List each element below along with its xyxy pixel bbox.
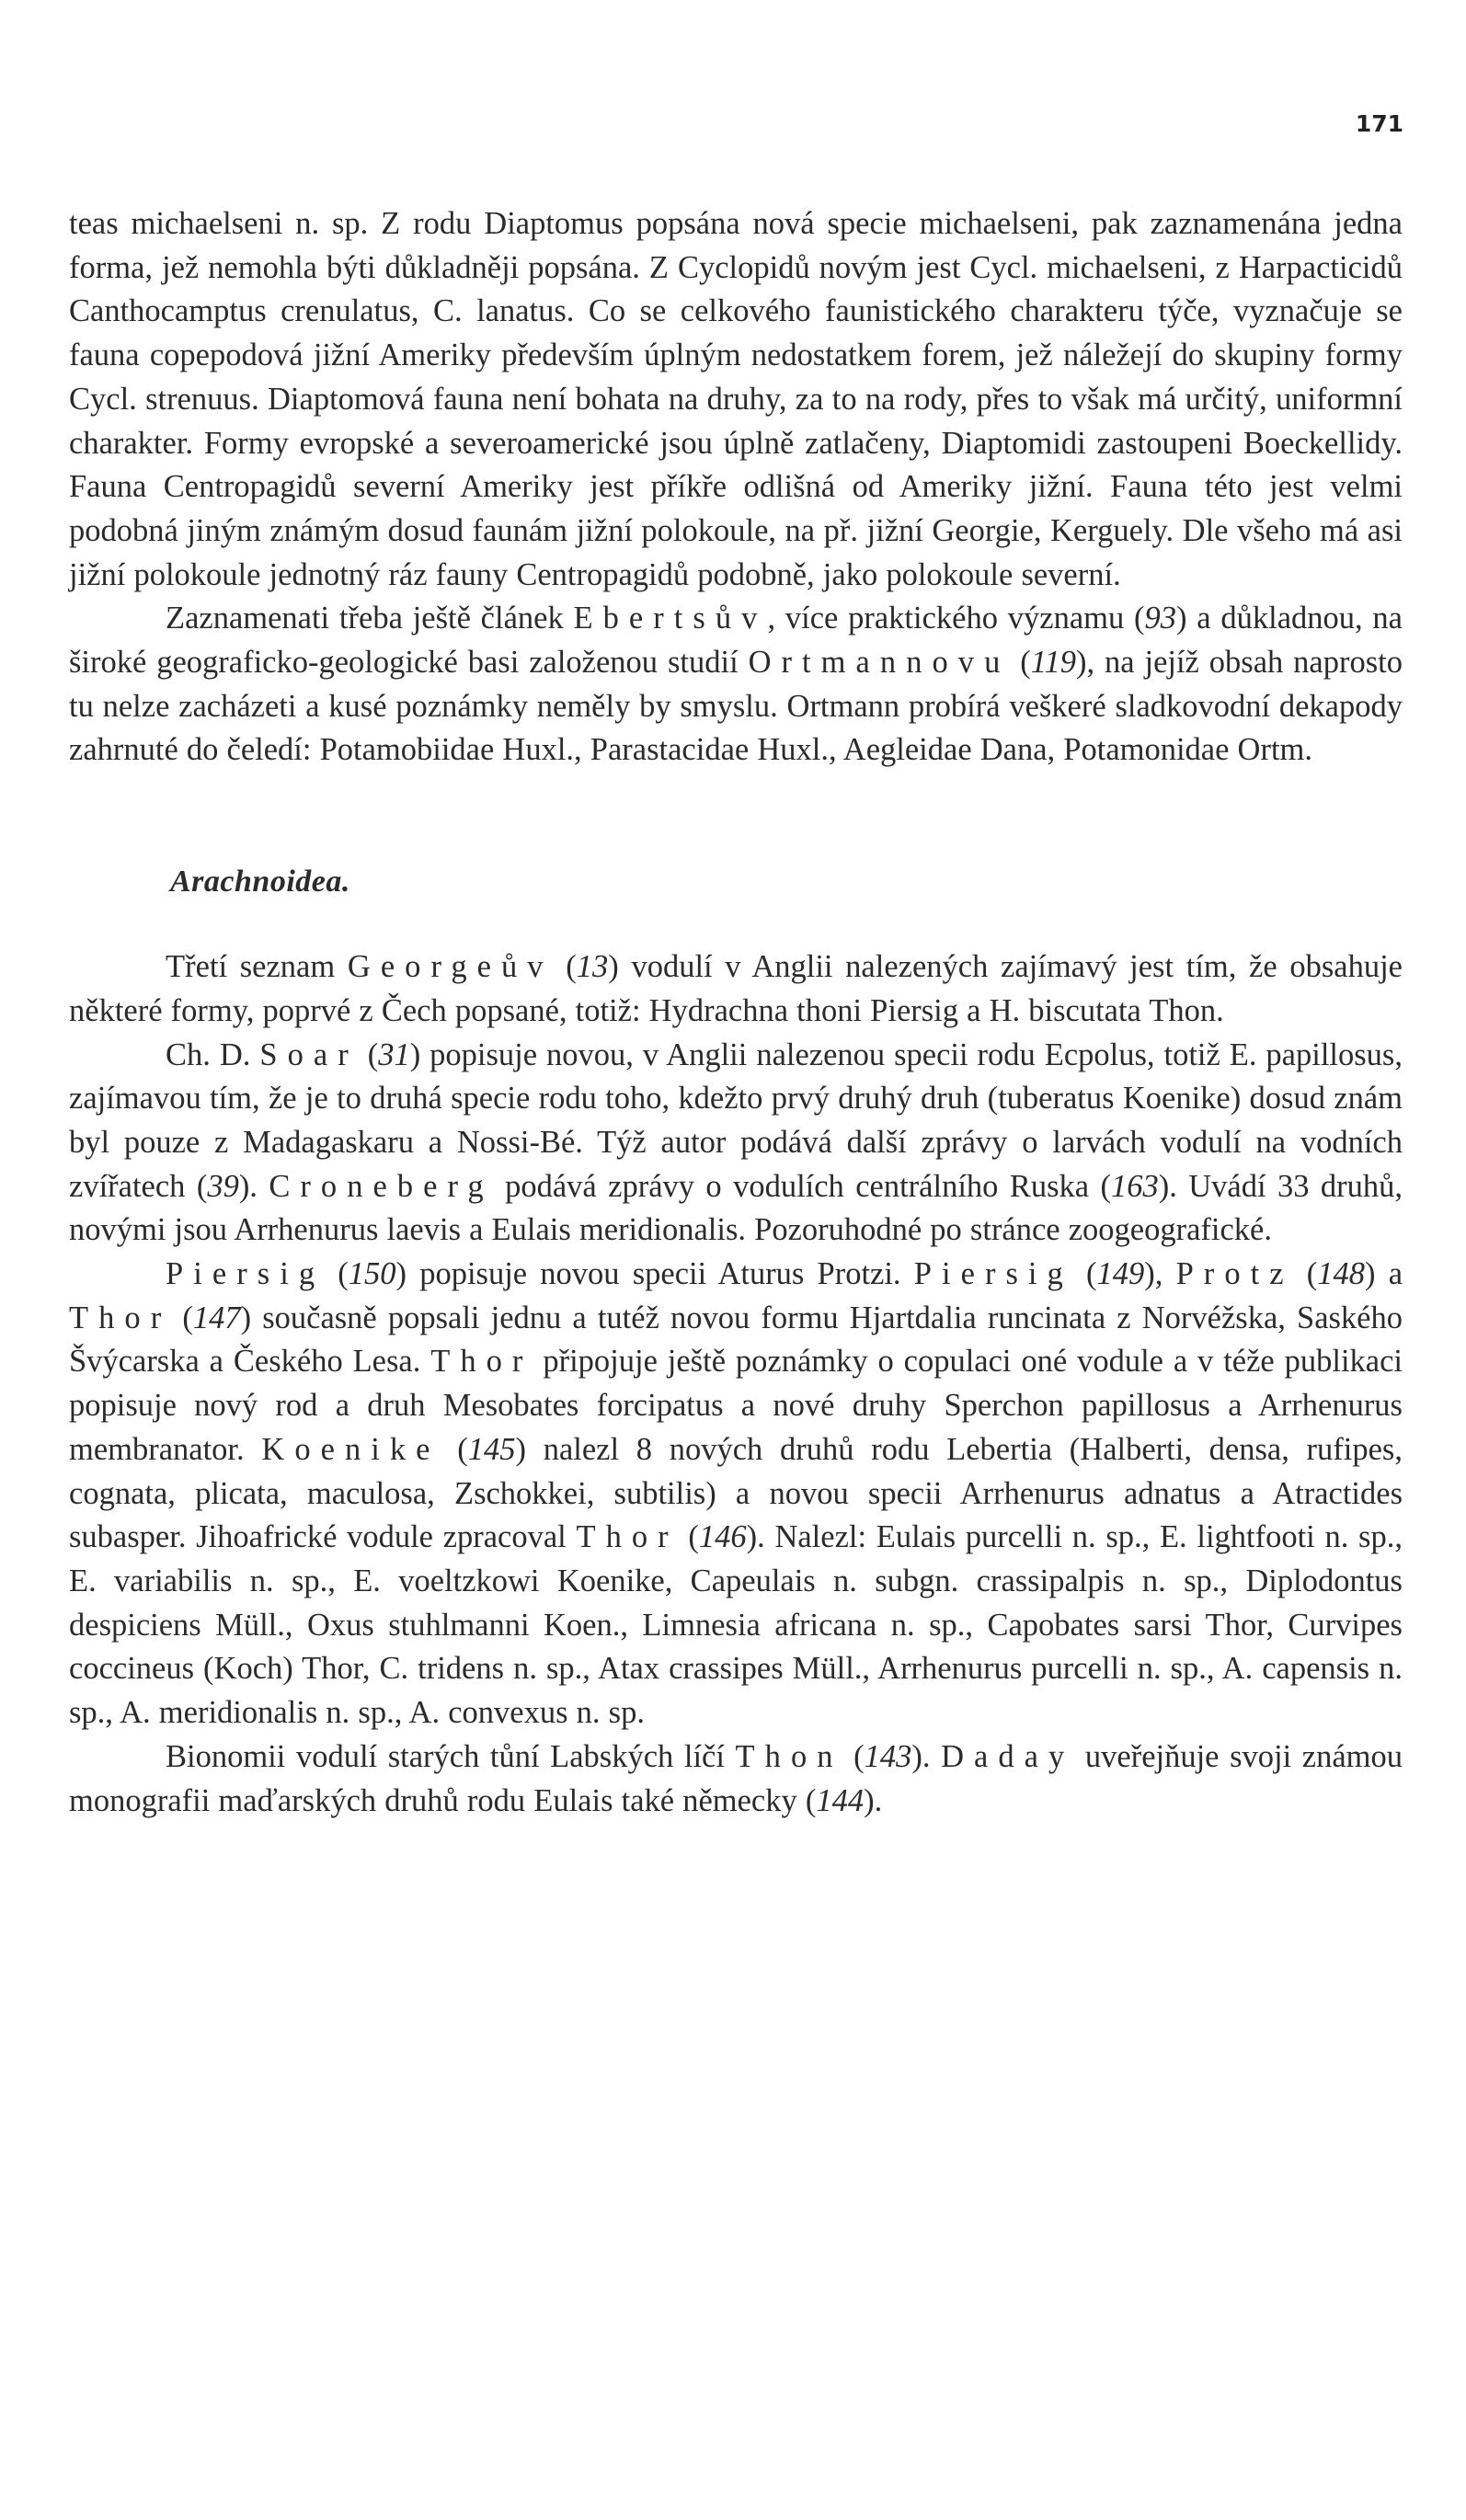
reference-number: 31	[378, 1037, 410, 1072]
author-name: Croneberg	[269, 1168, 494, 1204]
reference-number: 39	[207, 1168, 239, 1204]
reference-number: 147	[192, 1300, 241, 1335]
text-run: ) popisuje novou specii Aturus Protzi.	[395, 1256, 914, 1292]
author-name: Protz	[1175, 1256, 1294, 1292]
text-run: ) vodulí v Anglii nalezených zajímavý jest tím, že obsahuje některé formy, poprvé z Čech popsané, totiž: Hydrachna thoni Piersig a H. biscutata Thon.	[69, 949, 1403, 1028]
reference-number: 149	[1096, 1256, 1145, 1292]
reference-number: 93	[1144, 601, 1176, 636]
author-name: Koenike	[261, 1431, 441, 1467]
section-paragraphs	[69, 945, 1403, 1823]
paragraph	[69, 945, 1403, 1033]
text-run: ) a důkladnou, na široké geograficko-geologické basi založenou studií	[69, 601, 1403, 681]
reference-number: 146	[698, 1519, 747, 1555]
text-run: ).	[864, 1782, 883, 1818]
paragraph	[69, 597, 1403, 773]
text-run: (	[1072, 1256, 1097, 1292]
text-run: Zaznamenati třeba ještě článek	[166, 601, 574, 636]
text-run: Třetí seznam	[166, 949, 348, 985]
author-name: Ebertsův	[573, 601, 768, 636]
text-run: teas michaelseni n. sp. Z rodu Diaptomus popsána nová specie michaelseni, pak zaznamenána jedna forma, jež nemohla býti důkladněji popsána. Z Cyclopidů novým jest Cycl. michaelseni, z Harpacticidů Canthocamptus crenulatus, C. lanatus. Co se celkového faunistického charakteru týče, vyznačuje se fauna copepodová jižní Ameriky především úplným nedostatkem forem, jež náležejí do skupiny formy Cycl. strenuus. Diaptomová fauna není bohata na druhy, za to na rody, přes to však má určitý, uniformní charakter. Formy evropské a severoamerické jsou úplně zatlačeny, Diaptomidi zastoupeni Boeckellidy. Fauna Centropagidů severní Ameriky jest příkře odlišná od Ameriky jižní. Fauna této jest velmi podobná jiným známým dosud faunám jižní polokoule, na př. jižní Georgie, Kerguely. Dle všeho má asi jižní polokoule jednotný ráz fauny Centropagidů podobně, jako polokoule severní.	[69, 206, 1403, 592]
text-run: ).	[911, 1738, 942, 1774]
author-name: Ortmannovu	[748, 645, 1011, 681]
author-name: Soar	[259, 1037, 359, 1072]
text-run: ) popisuje novou, v Anglii nalezenou specii rodu Ecpolus, totiž E. papillosus, zajímavou tím, že je to druhá specie rodu toho, kdežto prvý druhý druh (tuberatus Koenike) dosud znám byl pouze z Madagaskaru a Nossi-Bé. Týž autor podává další zprávy o larvách vodulí na vodních zvířatech (	[69, 1037, 1403, 1204]
text-run: připojuje ještě poznámky o copulaci oné vodule a v téže publikaci popisuje nový rod a druh Mesobates forcipatus a nové druhy Sperchon papillosus a Arrhenurus membranator.	[69, 1344, 1403, 1467]
text-run: (	[678, 1519, 699, 1555]
reference-number: 144	[816, 1782, 865, 1818]
text-run: ).	[238, 1168, 269, 1204]
paragraph	[69, 1034, 1403, 1254]
text-run: ) současně popsali jednu a tutéž novou formu Hjartdalia runcinata z Norvéžska, Saského Švýcarska a Českého Lesa.	[69, 1300, 1403, 1380]
author-name: Thor	[430, 1344, 533, 1380]
text-run: , více praktického významu (	[767, 601, 1145, 636]
text-run: (	[1010, 645, 1031, 681]
author-name: Piersig	[166, 1256, 326, 1292]
text-run: ). Nalezl: Eulais purcelli n. sp., E. lightfooti n. sp., E. variabilis n. sp., E. voeltzkowi Koenike, Capeulais n. subgn. crassipalpis n. sp., Diplodontus despiciens Müll., Oxus stuhlmanni Koen., Limnesia africana n. sp., Capobates sarsi Thor, Curvipes coccineus (Koch) Thor, C. tridens n. sp., Atax crassipes Müll., Arrhenurus purcelli n. sp., A. capensis n. sp., A. meridionalis n. sp., A. convexus n. sp.	[69, 1519, 1403, 1731]
reference-number: 163	[1110, 1168, 1159, 1204]
text-run: (	[358, 1037, 379, 1072]
reference-number: 145	[467, 1431, 516, 1467]
text-run: ). Uvádí 33 druhů, novými jsou Arrhenurus laevis a Eulais meridionalis. Pozoruhodné po stránce zoogeografické.	[69, 1168, 1403, 1248]
text-run: (	[440, 1431, 468, 1467]
paragraph	[69, 1735, 1403, 1823]
reference-number: 13	[576, 949, 609, 985]
page-number: 171	[1355, 110, 1403, 137]
text-run: (	[171, 1300, 193, 1335]
text-run: ),	[1144, 1256, 1176, 1292]
paragraph	[69, 202, 1403, 597]
reference-number: 150	[348, 1256, 396, 1292]
text-run: (	[842, 1738, 865, 1774]
text-run: uveřejňuje svoji známou monografii maďarských druhů rodu Eulais také německy (	[69, 1738, 1403, 1818]
page-body	[69, 202, 1403, 1823]
author-name: Thor	[69, 1300, 172, 1335]
text-run: ) nalezl 8 nových druhů rodu Lebertia (Halberti, densa, rufipes, cognata, plicata, maculosa, Zschokkei, subtilis) a novou specii Arrhenurus adnatus a Atractides subasper. Jihoafrické vodule zpracoval	[69, 1431, 1403, 1555]
intro-paragraphs	[69, 202, 1403, 773]
author-name: Georgeův	[347, 949, 554, 985]
text-run: Ch. D.	[166, 1037, 260, 1072]
reference-number: 143	[864, 1738, 912, 1774]
text-run: podává zprávy o vodulích centrálního Ruska (	[493, 1168, 1111, 1204]
text-run: (	[553, 949, 577, 985]
reference-number: 148	[1317, 1256, 1366, 1292]
text-run: ), na jejíž obsah naprosto tu nelze zacházeti a kusé poznámky neměly by smyslu. Ortmann probírá veškeré sladkovodní dekapody zahrnuté do čeledí: Potamobiidae Huxl., Parastacidae Huxl., Aegleidae Dana, Potamonidae Ortm.	[69, 645, 1403, 768]
paragraph	[69, 1253, 1403, 1735]
author-name: Piersig	[913, 1256, 1073, 1292]
text-run: Bionomii vodulí starých tůní Labských líčí	[166, 1738, 736, 1774]
author-name: Daday	[941, 1738, 1075, 1774]
author-name: Thon	[735, 1738, 843, 1774]
reference-number: 119	[1030, 645, 1076, 681]
section-heading: Arachnoidea.	[170, 865, 350, 899]
text-run: (	[1293, 1256, 1318, 1292]
text-run: (	[325, 1256, 349, 1292]
text-run: ) a	[1365, 1256, 1403, 1292]
author-name: Thor	[576, 1519, 679, 1555]
